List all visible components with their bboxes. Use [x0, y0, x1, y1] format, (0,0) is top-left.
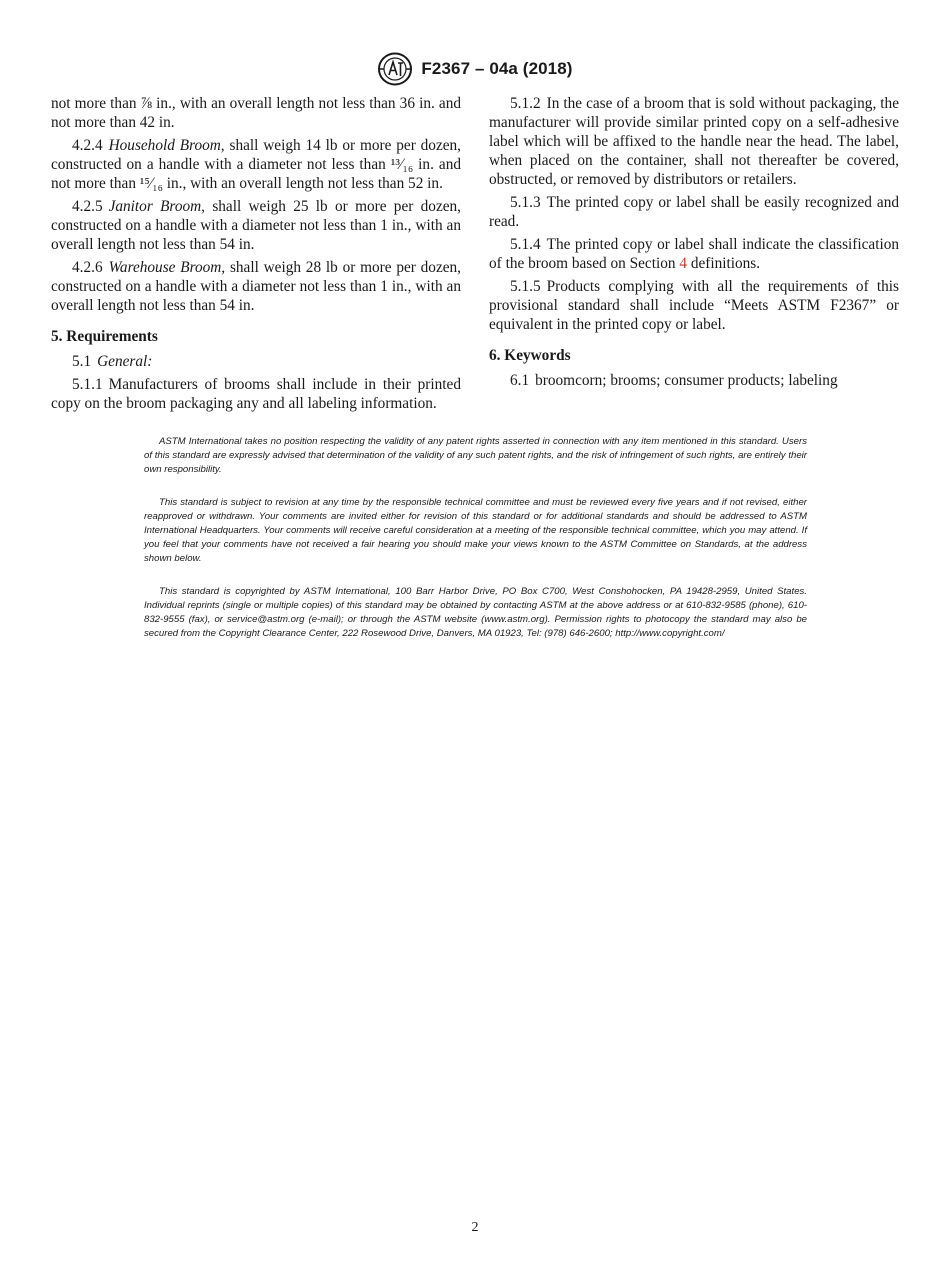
- paragraph-text: In the case of a broom that is sold without packaging, the manufacturer will provide similar printed copy on a self-adhesive label which will be affixed to the handle near the head. The label, when placed on the container, shall not thereafter be covered, obstructed, or removed by distributors or retailers.: [489, 95, 899, 188]
- paragraph-text: shall weigh 25 lb or more per dozen, constructed on a handle with a diameter not less than 1 in., with an overall length not less than 54 in.: [51, 198, 461, 253]
- right-column: [489, 94, 899, 394]
- paragraph-text: The printed copy or label shall be easily recognized and read.: [489, 194, 899, 230]
- paragraph-6-1: [489, 371, 899, 390]
- section-number: 5.1: [72, 353, 92, 370]
- paragraph-5-1-3: [489, 193, 899, 231]
- paragraph-text: shall weigh 14 lb or more per dozen, constructed on a handle with a diameter not less than ¹³⁄₁₆ in. and not more than ¹⁵⁄₁₆ in., with an overall length not less than 52 in.: [51, 137, 461, 192]
- section-number: 5.1.4: [510, 236, 541, 253]
- paragraph-5-1-5: [489, 277, 899, 334]
- copyright-notice: This standard is copyrighted by ASTM International, 100 Barr Harbor Drive, PO Box C700, West Conshohocken, PA 19428-2959, United States. Individual reprints (single or multiple copies) of this standard may be obtained by contacting ASTM at the above address or at 610-832-9585 (phone), 610-832-9555 (fax), or service@astm.org (e-mail); or through the ASTM website (www.astm.org). Permission rights to photocopy the standard may also be secured from the Copyright Clearance Center, 222 Rosewood Drive, Danvers, MA 01923, Tel: (978) 646-2600; http://www.copyright.com/: [144, 586, 807, 639]
- paragraph-text: shall weigh 28 lb or more per dozen, constructed on a handle with a diameter not less than 1 in., with an overall length not less than 54 in.: [51, 259, 461, 314]
- paragraph-text-end: definitions.: [690, 255, 761, 272]
- section-number: 4.2.5: [72, 198, 103, 215]
- section-number: 4.2.4: [72, 137, 103, 154]
- astm-notices: [144, 435, 807, 660]
- paragraph-5-1: [51, 352, 461, 371]
- section-number: 5.1.1: [72, 376, 103, 393]
- paragraph-text: Manufacturers of brooms shall include in their printed copy on the broom packaging any and all labeling information.: [51, 376, 461, 412]
- document-designation: F2367 – 04a (2018): [421, 59, 573, 78]
- revision-notice: This standard is subject to revision at any time by the responsible technical committee and must be reviewed every five years and if not revised, either reapproved or withdrawn. Your comments are invited either for revision of this standard or for additional standards and should be addressed to ASTM International Headquarters. Your comments will receive careful consideration at a meeting of the responsible technical committee, which you may attend. If you feel that your comments have not received a fair hearing you should make your views known to the ASTM Committee on Standards, at the address shown below.: [144, 497, 807, 564]
- paragraph-5-1-2: [489, 94, 899, 189]
- paragraph-text: Products complying with all the requirements of this provisional standard shall include “Meets ASTM F2367” or equivalent in the printed copy or label.: [489, 278, 899, 333]
- section-number: 4.2.6: [72, 259, 103, 276]
- paragraph-4-2-4: [51, 136, 461, 193]
- page-header: [0, 52, 950, 86]
- left-column: [51, 94, 461, 417]
- patent-notice: ASTM International takes no position respecting the validity of any patent rights asserted in connection with any item mentioned in this standard. Users of this standard are expressly advised that determination of the validity of any such patent rights, and the risk of infringement of such rights, are entirely their own responsibility.: [144, 436, 807, 475]
- paragraph-continuation: not more than ⅞ in., with an overall length not less than 36 in. and not more than 42 in.: [51, 95, 461, 131]
- paragraph-4-2-5: [51, 197, 461, 254]
- paragraph-text: The printed copy or label shall indicate the classification of the broom based on Section: [489, 236, 899, 272]
- term-general: General:: [97, 353, 153, 370]
- section-4-link[interactable]: 4: [679, 255, 687, 272]
- astm-logo-icon: [377, 52, 413, 86]
- section-number: 6.1: [510, 372, 530, 389]
- section-number: 5.1.2: [510, 95, 541, 112]
- term-janitor-broom: Janitor Broom,: [108, 198, 205, 215]
- paragraph-5-1-1: [51, 375, 461, 413]
- keywords-text: broomcorn; brooms; consumer products; labeling: [535, 372, 838, 389]
- paragraph-4-2-6: [51, 258, 461, 315]
- term-household-broom: Household Broom,: [108, 137, 225, 154]
- section-heading-keywords: 6. Keywords: [489, 347, 571, 364]
- section-heading-requirements: 5. Requirements: [51, 328, 158, 345]
- term-warehouse-broom: Warehouse Broom,: [108, 259, 226, 276]
- section-number: 5.1.3: [510, 194, 541, 211]
- section-number: 5.1.5: [510, 278, 541, 295]
- page-number: 2: [471, 1220, 479, 1235]
- paragraph-5-1-4: [489, 235, 899, 273]
